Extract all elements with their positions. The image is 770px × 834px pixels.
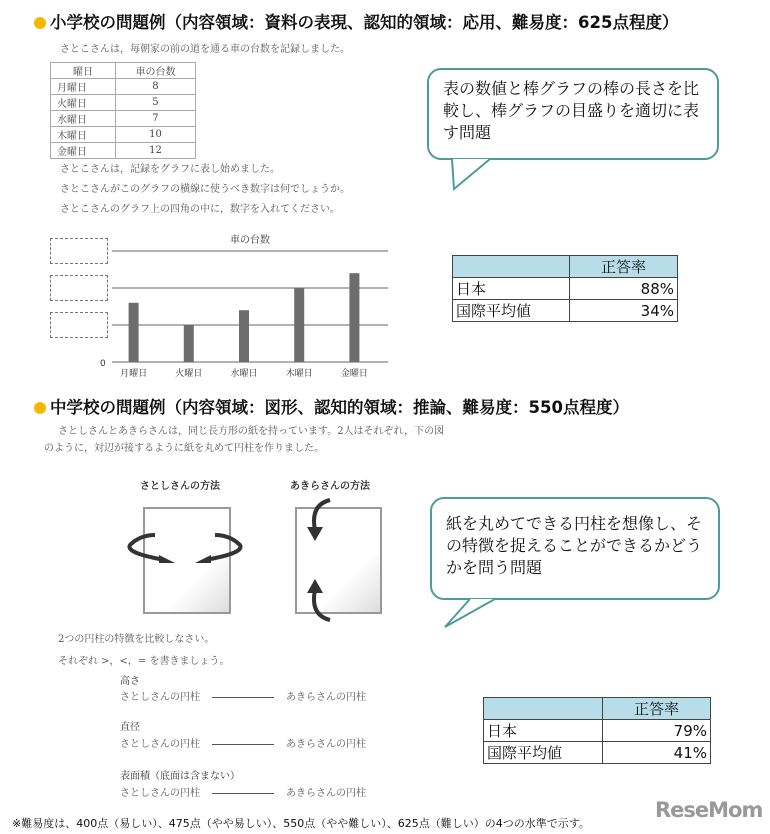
cell: 火曜日 bbox=[51, 95, 116, 111]
right-text: あきらさんの円柱 bbox=[286, 788, 366, 799]
curl-arrows-vertical-icon bbox=[300, 495, 350, 625]
bullet-icon bbox=[34, 402, 46, 414]
cell: 88% bbox=[570, 278, 678, 300]
callout-text: 表の数値と棒グラフの棒の長さを比較し、棒グラフの目盛りを適切に表す問題 bbox=[443, 79, 700, 142]
compare-row bbox=[120, 688, 366, 703]
cell: 41% bbox=[603, 742, 711, 764]
curl-arrows-icon bbox=[125, 525, 245, 585]
answer-blank[interactable] bbox=[212, 793, 274, 794]
callout-elementary bbox=[427, 68, 719, 160]
rate-header: 正答率 bbox=[603, 698, 711, 720]
bar-木曜日 bbox=[294, 288, 304, 362]
cell: 国際平均値 bbox=[453, 300, 570, 322]
cell: 日本 bbox=[453, 278, 570, 300]
table-row bbox=[484, 742, 711, 764]
heading-text: 小学校の問題例（内容領域：資料の表現、認知的領域：応用、難易度：625点程度） bbox=[50, 13, 679, 32]
text-line: さとこさんがこのグラフの横線に使うべき数字は何でしょうか。 bbox=[60, 184, 350, 195]
compare-row bbox=[120, 784, 366, 799]
right-text: あきらさんの円柱 bbox=[286, 739, 366, 750]
rate-header: 正答率 bbox=[570, 256, 678, 278]
cell bbox=[453, 256, 570, 278]
x-tick-label: 金曜日 bbox=[340, 369, 368, 379]
intro-text: さとこさんは，毎朝家の前の道を通る車の台数を記録しました。 bbox=[60, 44, 350, 55]
text-line: さとこさんのグラフ上の四角の中に，数字を入れてください。 bbox=[60, 204, 340, 215]
callout-tail bbox=[450, 157, 510, 193]
x-tick-label: 月曜日 bbox=[120, 369, 148, 379]
junior-heading bbox=[34, 394, 629, 418]
left-text: さとしさんの円柱 bbox=[120, 692, 200, 703]
bar-月曜日 bbox=[129, 303, 139, 362]
rate-table-junior bbox=[483, 697, 711, 764]
footnote: ※難易度は、400点（易しい）、475点（やや易しい）、550点（やや難しい）、625点（難しい）の4つの水準で示す。 bbox=[12, 817, 590, 830]
question-text: それぞれ >，<，= を書きましょう。 bbox=[58, 656, 230, 667]
text-line: さとこさんは，記録をグラフに表し始めました。 bbox=[60, 164, 280, 175]
cell: 水曜日 bbox=[51, 111, 116, 127]
cell: 7 bbox=[115, 111, 195, 127]
bar-火曜日 bbox=[184, 325, 194, 362]
resemom-logo: ReseMom bbox=[655, 798, 763, 822]
bar-金曜日 bbox=[349, 273, 359, 362]
bar-水曜日 bbox=[239, 310, 249, 362]
intro-text: さとしさんとあきらさんは，同じ長方形の紙を持っています。2人はそれぞれ，下の図 bbox=[58, 426, 445, 437]
answer-blank[interactable] bbox=[212, 697, 274, 698]
x-tick-label: 火曜日 bbox=[175, 369, 203, 379]
x-tick-label: 木曜日 bbox=[285, 369, 313, 379]
cell: 日本 bbox=[484, 720, 603, 742]
callout-tail bbox=[440, 597, 500, 631]
figure-label: さとしさんの方法 bbox=[140, 481, 220, 492]
cell: 12 bbox=[115, 143, 195, 159]
item-label: 表面積（底面は含まない） bbox=[120, 771, 240, 782]
table-header: 車の台数 bbox=[115, 63, 195, 79]
chart-title: 車の台数 bbox=[230, 235, 270, 246]
cell bbox=[484, 698, 603, 720]
callout-junior bbox=[430, 497, 720, 600]
left-text: さとしさんの円柱 bbox=[120, 788, 200, 799]
rate-table-elementary bbox=[452, 255, 678, 322]
cell: 5 bbox=[115, 95, 195, 111]
table-row bbox=[51, 111, 196, 127]
table-header: 曜日 bbox=[51, 63, 116, 79]
item-label: 直径 bbox=[120, 722, 140, 733]
item-label: 高さ bbox=[120, 676, 140, 687]
table-row bbox=[51, 143, 196, 159]
intro-text: のように，対辺が接するように紙を丸めて円柱を作りました。 bbox=[44, 443, 324, 454]
answer-blank[interactable] bbox=[212, 744, 274, 745]
table-row bbox=[51, 95, 196, 111]
car-count-table bbox=[50, 62, 196, 159]
right-text: あきらさんの円柱 bbox=[286, 692, 366, 703]
table-row bbox=[51, 79, 196, 95]
left-text: さとしさんの円柱 bbox=[120, 739, 200, 750]
cell: 8 bbox=[115, 79, 195, 95]
heading-text: 中学校の問題例（内容領域：図形、認知的領域：推論、難易度：550点程度） bbox=[50, 398, 629, 417]
cell: 金曜日 bbox=[51, 143, 116, 159]
callout-text: 紙を丸めてできる円柱を想像し、その特徴を捉えることができるかどうかを問う問題 bbox=[446, 514, 703, 577]
bullet-icon bbox=[34, 17, 46, 29]
question-text: 2つの円柱の特徴を比較しなさい。 bbox=[58, 634, 215, 645]
compare-row bbox=[120, 735, 366, 750]
elementary-heading bbox=[34, 9, 678, 33]
table-row bbox=[453, 278, 678, 300]
table-row bbox=[51, 127, 196, 143]
cell: 79% bbox=[603, 720, 711, 742]
cell: 国際平均値 bbox=[484, 742, 603, 764]
cell: 木曜日 bbox=[51, 127, 116, 143]
table-row bbox=[484, 720, 711, 742]
cell: 月曜日 bbox=[51, 79, 116, 95]
x-tick-label: 水曜日 bbox=[230, 369, 258, 379]
bar-chart bbox=[0, 225, 400, 385]
cell: 34% bbox=[570, 300, 678, 322]
y-tick-label: 0 bbox=[100, 359, 106, 369]
figure-label: あきらさんの方法 bbox=[290, 481, 370, 492]
table-row bbox=[453, 300, 678, 322]
cell: 10 bbox=[115, 127, 195, 143]
